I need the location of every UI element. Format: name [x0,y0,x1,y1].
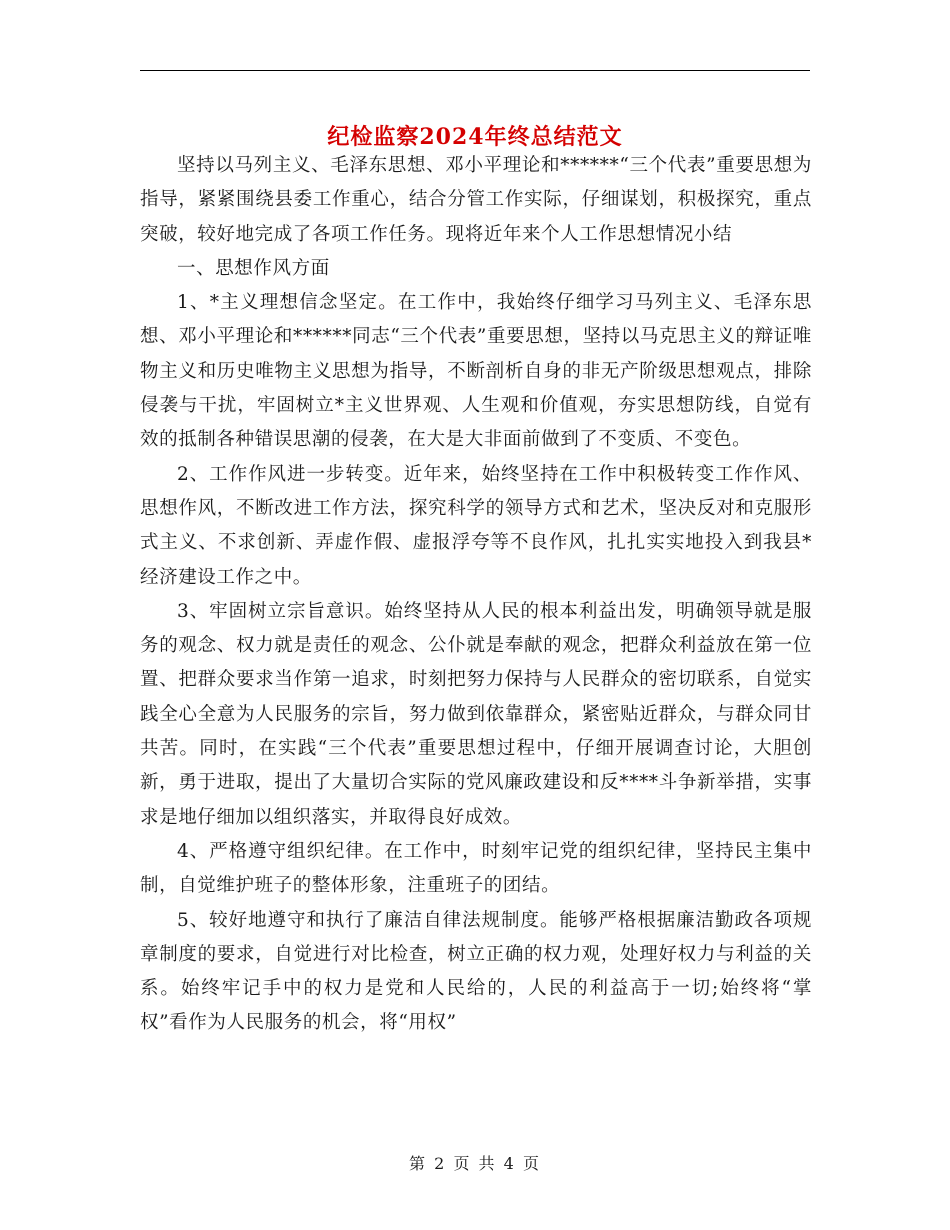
paragraph-item-4: 4、严格遵守组织纪律。在工作中，时刻牢记党的组织纪律，坚持民主集中制，自觉维护班子的整体形象，注重班子的团结。 [140,840,812,897]
paragraph-item-5: 5、较好地遵守和执行了廉洁自律法规制度。能够严格根据廉洁勤政各项规章制度的要求，自觉进行对比检查，树立正确的权力观，处理好权力与利益的关系。始终牢记手中的权力是党和人民给的，人民的利益高于一切;始终将“掌权”看作为人民服务的机会，将“用权” [140,909,812,1034]
paragraph-item-2: 2、工作作风进一步转变。近年来，始终坚持在工作中积极转变工作作风、思想作风，不断改进工作方法，探究科学的领导方式和艺术，坚决反对和克服形式主义、不求创新、弄虚作假、虚报浮夸等不良作风，扎扎实实地投入到我县*经济建设工作之中。 [140,463,812,588]
document-body [140,149,812,1041]
footer-suffix: 页 [522,1154,541,1173]
footer-current-page: 2 [434,1154,447,1173]
footer-prefix: 第 [409,1154,428,1173]
footer-total-word: 共 [478,1154,497,1173]
paragraph-item-1: 1、*主义理想信念坚定。在工作中，我始终仔细学习马列主义、毛泽东思想、邓小平理论和******同志“三个代表”重要思想，坚持以马克思主义的辩证唯物主义和历史唯物主义思想为指导，不断剖析自身的非无产阶级思想观点，排除侵袭与干扰，牢固树立*主义世界观、人生观和价值观，夯实思想防线，自觉有效的抵制各种错误思潮的侵袭，在大是大非面前做到了不变质、不变色。 [140,292,812,451]
section-heading-ideology: 一、思想作风方面 [177,257,330,279]
document-title: 纪检监察2024年终总结范文 [327,123,623,150]
paragraph-intro: 坚持以马列主义、毛泽东思想、邓小平理论和******“三个代表”重要思想为指导，紧紧围绕县委工作重心，结合分管工作实际，仔细谋划，积极探究，重点突破，较好地完成了各项工作任务。现将近年来个人工作思想情况小结 [140,155,812,245]
page-footer [0,1152,950,1176]
footer-total-pages: 4 [503,1154,516,1173]
header-rule [140,70,810,71]
paragraph-item-3: 3、牢固树立宗旨意识。始终坚持从人民的根本利益出发，明确领导就是服务的观念、权力就是责任的观念、公仆就是奉献的观念，把群众利益放在第一位置、把群众要求当作第一追求，时刻把努力保持与人民群众的密切联系，自觉实践全心全意为人民服务的宗旨，努力做到依靠群众，紧密贴近群众，与群众同甘共苦。同时，在实践“三个代表”重要思想过程中，仔细开展调查讨论，大胆创新，勇于进取，提出了大量切合实际的党风廉政建设和反****斗争新举措，实事求是地仔细加以组织落实，并取得良好成效。 [140,600,812,828]
footer-page-word: 页 [453,1154,472,1173]
